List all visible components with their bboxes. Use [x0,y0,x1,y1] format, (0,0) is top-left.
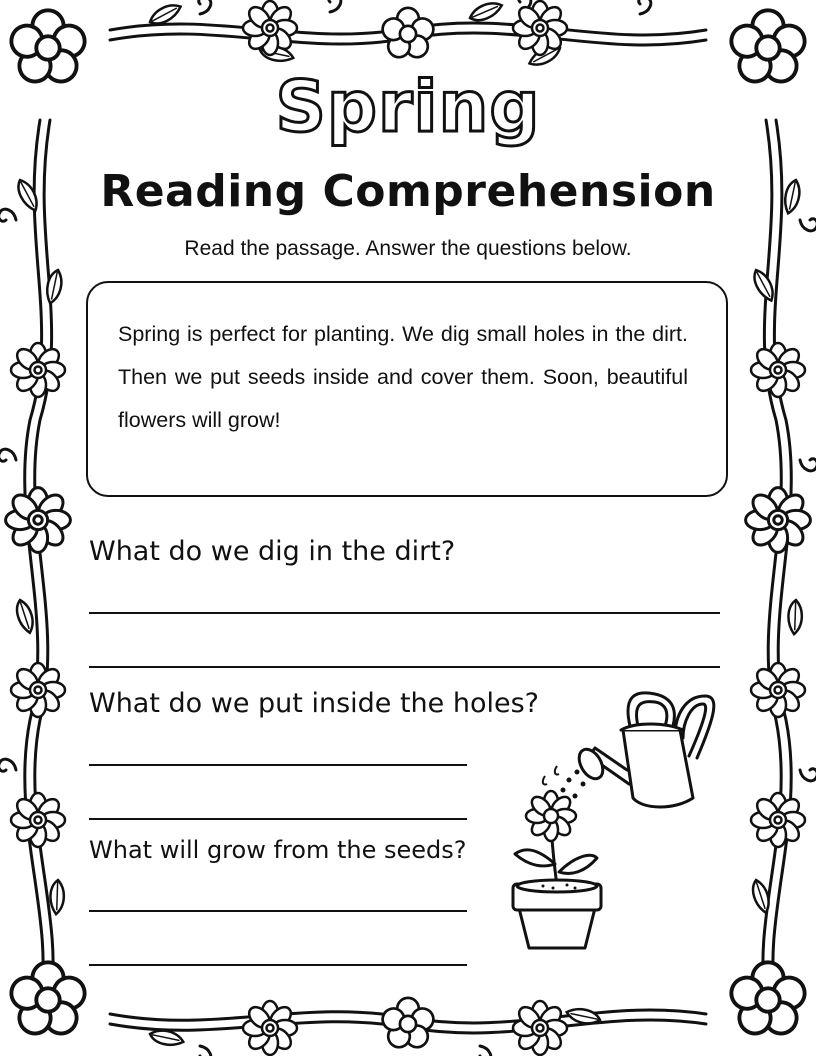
question-1: What do we dig in the dirt? [89,536,456,567]
answer-line-2a[interactable] [89,764,467,766]
page-subtitle: Reading Comprehension [100,166,716,217]
question-2: What do we put inside the holes? [89,688,540,719]
answer-line-2b[interactable] [89,818,467,820]
watering-can-and-flower-pot-icon [505,686,730,956]
passage-box [86,281,728,497]
answer-line-3b[interactable] [89,964,467,966]
answer-line-1a[interactable] [89,612,720,614]
question-3: What will grow from the seeds? [89,836,467,864]
page-title: Spring [275,66,541,148]
answer-line-3a[interactable] [89,910,467,912]
instructions-text: Read the passage. Answer the questions below. [184,237,632,260]
answer-line-1b[interactable] [89,666,720,668]
passage-text: Spring is perfect for planting. We dig small holes in the dirt. Then we put seeds inside and cover them. Soon, beautiful flowers will grow! [118,322,688,432]
